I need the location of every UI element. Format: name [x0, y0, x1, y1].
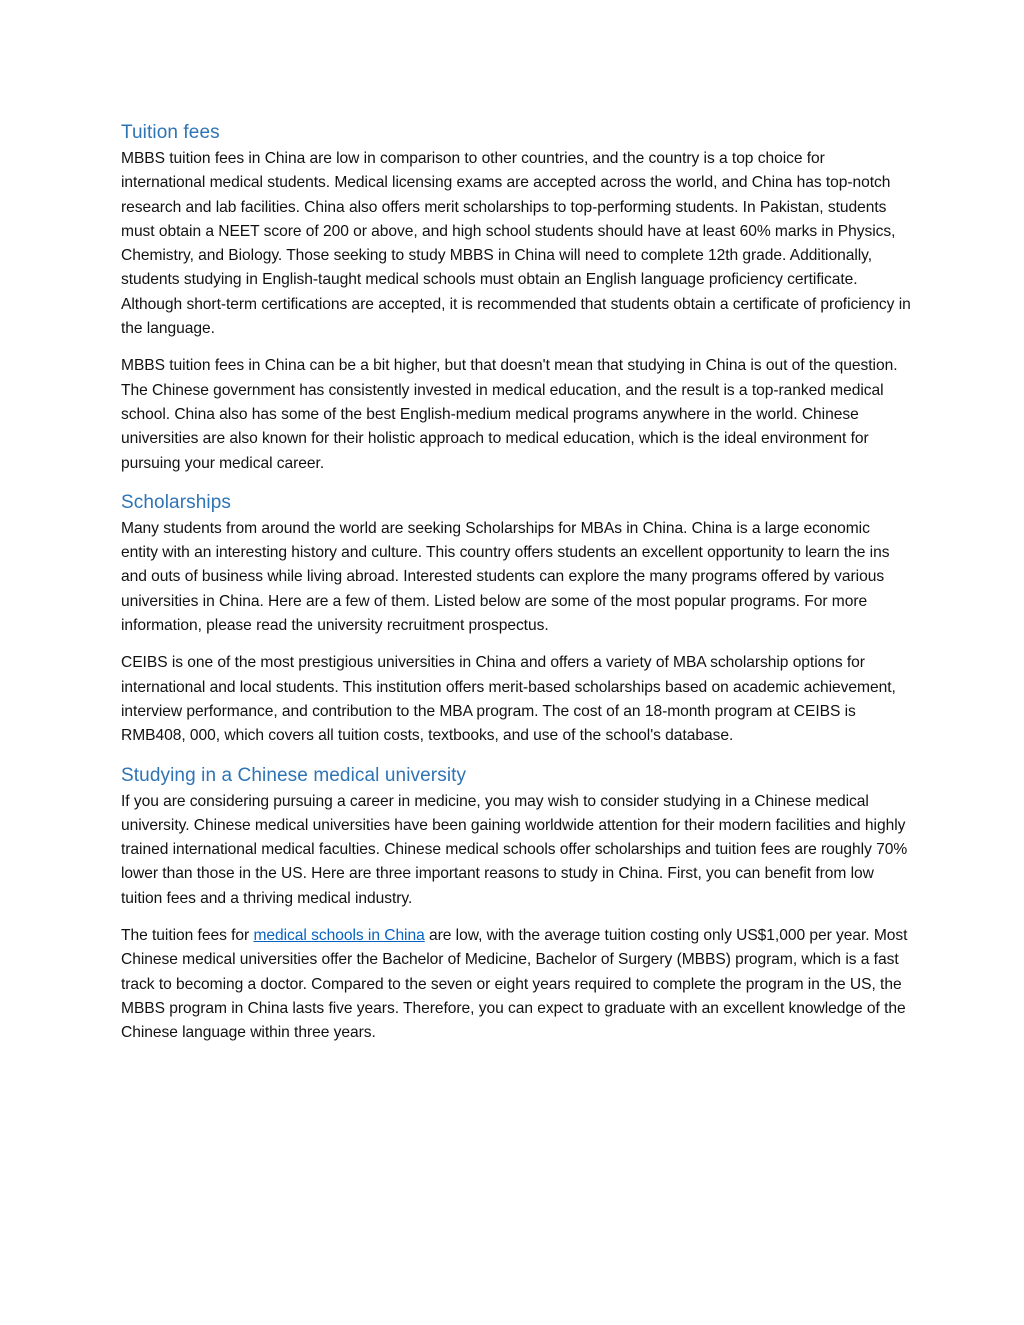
paragraph: MBBS tuition fees in China can be a bit higher, but that doesn't mean that studying in China is out of the question. The Chinese government has consistently invested in medical education, and the result is a top-ranked medical school. China also has some of the best English-medium medical programs anywhere in the world. Chinese universities are also known for their holistic approach to medical education, which is the ideal environment for pursuing your medical career. [121, 357, 898, 472]
section-studying-chinese-medical-university [121, 762, 911, 1046]
section-heading-tuition-fees: Tuition fees [121, 122, 220, 143]
paragraph-with-link [121, 924, 911, 1045]
section-heading-studying: Studying in a Chinese medical university [121, 764, 467, 786]
paragraph: Many students from around the world are seeking Scholarships for MBAs in China. China is a large economic entity with an interesting history and culture. This country offers students an excellent opportunity to learn the ins and outs of business while living abroad. Interested students can explore the many programs offered by various universities in China. Here are a few of them. Listed below are some of the most popular programs. For more information, please read the university recruitment prospectus. [121, 519, 890, 635]
section-tuition-fees [121, 119, 911, 476]
paragraph: MBBS tuition fees in China are low in comparison to other countries, and the country is a top choice for international medical students. Medical licensing exams are accepted across the world, and China has top-notch research and lab facilities. China also offers merit scholarships to top-performing students. In Pakistan, students must obtain a NEET score of 200 or above, and high school students should have at least 60% marks in Physics, Chemistry, and Biology. Those seeking to study MBBS in China will need to complete 12th grade. Additionally, students studying in English-taught medical schools must obtain an English language proficiency certificate. Although short-term certifications are accepted, it is recommended that students obtain a certificate of proficiency in the language. [121, 150, 911, 338]
section-heading-scholarships: Scholarships [121, 491, 231, 513]
paragraph: If you are considering pursuing a career in medicine, you may wish to consider studying in a Chinese medical university. Chinese medical universities have been gaining worldwide attention for their modern facilities and highly trained international medical faculties. Chinese medical schools offer scholarships and tuition fees are roughly 70% lower than those in the US. Here are three important reasons to study in China. First, you can benefit from low tuition fees and a thriving medical industry. [121, 792, 908, 907]
medical-schools-in-china-link[interactable]: medical schools in China [253, 927, 425, 945]
paragraph-text-after-link: are low, with the average tuition costing only US$1,000 per year. Most Chinese medical universities offer the Bachelor of Medicine, Bachelor of Surgery (MBBS) program, which is a fast track to becoming a doctor. Compared to the seven or eight years required to complete the program in the US, the MBBS program in China lasts five years. Therefore, you can expect to graduate with an excellent knowledge of the Chinese language within three years. [121, 927, 908, 1042]
paragraph-text-before-link: The tuition fees for [121, 927, 254, 945]
document-page [121, 119, 911, 1059]
paragraph: CEIBS is one of the most prestigious universities in China and offers a variety of MBA scholarship options for international and local students. This institution offers merit-based scholarships based on academic achievement, interview performance, and contribution to the MBA program. The cost of an 18-month program at CEIBS is RMB408, 000, which covers all tuition costs, textbooks, and use of the school's database. [121, 654, 896, 745]
section-scholarships [121, 489, 911, 749]
